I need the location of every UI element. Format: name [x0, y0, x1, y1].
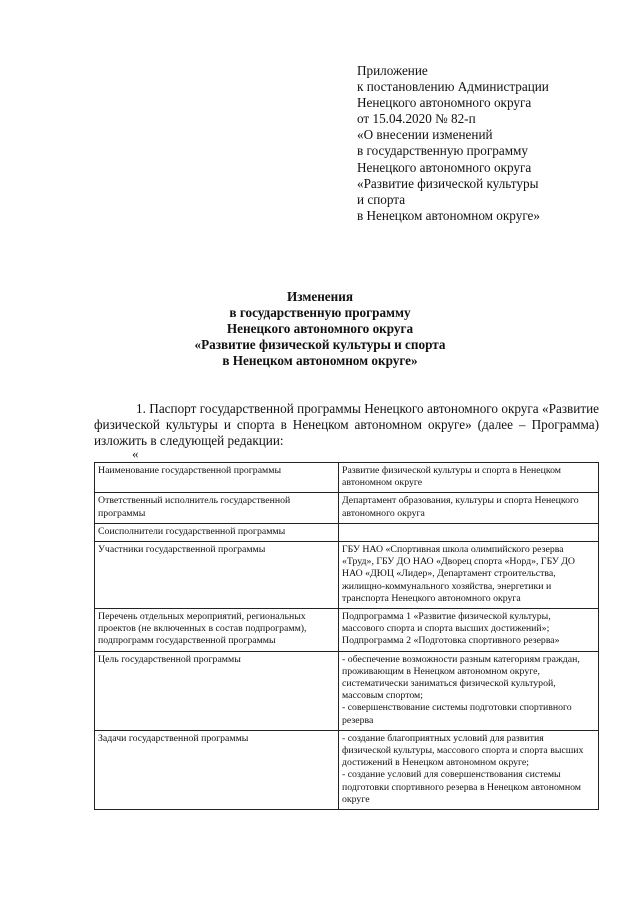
row-label: Соисполнители государственной программы [95, 523, 339, 541]
table-row [95, 523, 599, 541]
attachment-line: к постановлению Администрации [357, 79, 549, 95]
row-value: Развитие физической культуры и спорта в Ненецком автономном округе [339, 463, 599, 493]
title-line: Ненецкого автономного округа [226, 321, 414, 337]
opening-quote-mark: « [132, 446, 139, 461]
row-label: Наименование государственной программы [95, 463, 339, 493]
attachment-line: в Ненецком автономном округе» [357, 207, 541, 223]
row-label: Задачи государственной программы [95, 730, 339, 809]
table-row [95, 609, 599, 652]
program-passport-table [94, 462, 599, 810]
attachment-line: от 15.04.2020 № 82-п [357, 111, 476, 127]
title-line: в государственную программу [229, 305, 411, 321]
row-value: - создание благоприятных условий для развития физической культуры, массового спорта и спорта высших достижений в Ненецком автономном округе; - создание условий для совершенствования системы подготовки спортивного резерва в Ненецком автономном округе [339, 730, 599, 809]
title-line: Изменения [287, 289, 353, 304]
attachment-line: Ненецкого автономного округа [357, 95, 532, 111]
title-line: «Развитие физической культуры и спорта [194, 337, 446, 353]
table-row [95, 542, 599, 609]
attachment-line: и спорта [357, 191, 406, 207]
table-row [95, 730, 599, 809]
row-value [339, 523, 599, 541]
row-value: Департамент образования, культуры и спорта Ненецкого автономного округа [339, 493, 599, 523]
attachment-line: «О внесении изменений [357, 127, 493, 143]
row-label: Участники государственной программы [95, 542, 339, 609]
row-label: Цель государственной программы [95, 651, 339, 730]
table-row [95, 493, 599, 523]
intro-paragraph: 1. Паспорт государственной программы Ненецкого автономного округа «Развитие физической культуры и спорта в Ненецком автономном округе» (далее – Программа) изложить в следующей редакции: [94, 401, 599, 448]
row-value: Подпрограмма 1 «Развитие физической культуры, массового спорта и спорта высших достижений»; Подпрограмма 2 «Подготовка спортивного резерва» [339, 609, 599, 652]
attachment-line: Приложение [357, 63, 428, 78]
row-value: - обеспечение возможности разным категориям граждан, проживающим в Ненецком автономном округе, систематически заниматься физической культурой, массовым спортом; - совершенствование системы подготовки спортивного резерва [339, 651, 599, 730]
attachment-line: «Развитие физической культуры [357, 175, 539, 191]
table-row [95, 651, 599, 730]
row-value: ГБУ НАО «Спортивная школа олимпийского резерва «Труд», ГБУ ДО НАО «Дворец спорта «Норд», ГБУ ДО НАО «ДЮЦ «Лидер», Департамент строительства, жилищно-коммунального хозяйства, энергетики и транспорта Ненецкого автономного округа [339, 542, 599, 609]
attachment-line: Ненецкого автономного округа [357, 159, 532, 175]
attachment-header [357, 63, 627, 224]
attachment-line: в государственную программу [357, 143, 528, 159]
row-label: Ответственный исполнитель государственной программы [95, 493, 339, 523]
title-line: в Ненецком автономном округе» [222, 353, 418, 369]
table-row [95, 463, 599, 493]
row-label: Перечень отдельных мероприятий, региональных проектов (не включенных в состав подпрограмм), подпрограмм государственной программы [95, 609, 339, 652]
document-title [0, 289, 640, 369]
